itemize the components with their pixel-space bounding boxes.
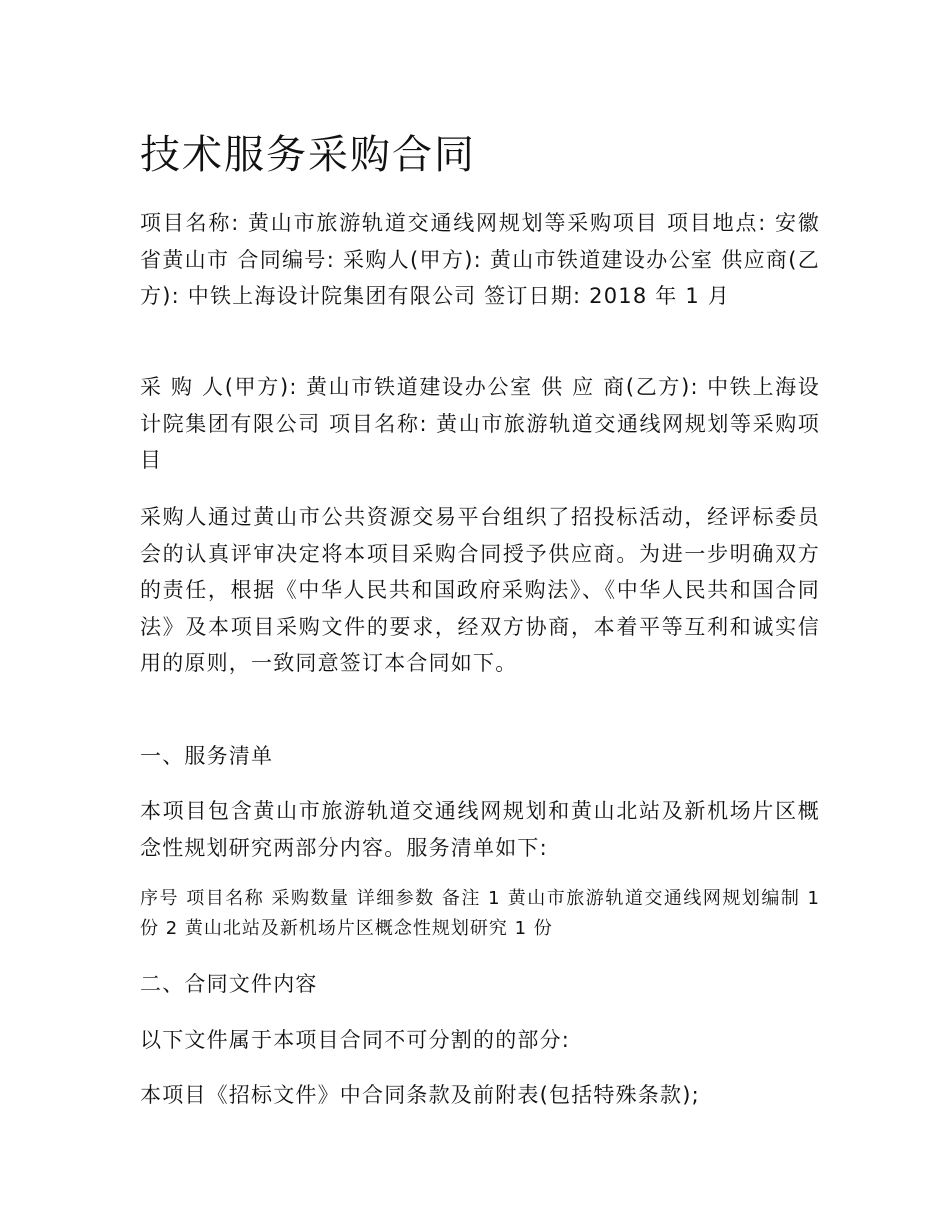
document-title: 技术服务采购合同 [140,132,476,178]
intro-paragraph: 采购人通过黄山市公共资源交易平台组织了招投标活动，经评标委员会的认真评审决定将本项目采购合同授予供应商。为进一步明确双方的责任，根据《中华人民共和国政府采购法》、《中华人民共和国合同法》及本项目采购文件的要求，经双方协商，本着平等互利和诚实信用的原则，一致同意签订本合同如下。 [140,505,820,675]
header-info-paragraph: 项目名称: 黄山市旅游轨道交通线网规划等采购项目 项目地点: 安徽省黄山市 合同编号: 采购人(甲方): 黄山市铁道建设办公室 供应商(乙方): 中铁上海设计院集团有限公司 签订日期: 2018 年 1 月 [140,211,820,308]
service-list-table-text: 序号 项目名称 采购数量 详细参数 备注 1 黄山市旅游轨道交通线网规划编制 1 份 2 黄山北站及新机场片区概念性规划研究 1 份 [140,888,820,939]
section-1-body: 本项目包含黄山市旅游轨道交通线网规划和黄山北站及新机场片区概念性规划研究两部分内容。服务清单如下: [140,799,820,860]
section-2-item-1: 本项目《招标文件》中合同条款及前附表(包括特殊条款); [140,1083,700,1107]
parties-paragraph: 采 购 人(甲方): 黄山市铁道建设办公室 供 应 商(乙方): 中铁上海设计院集团有限公司 项目名称: 黄山市旅游轨道交通线网规划等采购项目 [140,375,820,472]
section-2-heading: 二、合同文件内容 [140,972,318,996]
section-2-body: 以下文件属于本项目合同不可分割的的部分: [140,1028,571,1052]
section-1-heading: 一、服务清单 [140,744,274,768]
